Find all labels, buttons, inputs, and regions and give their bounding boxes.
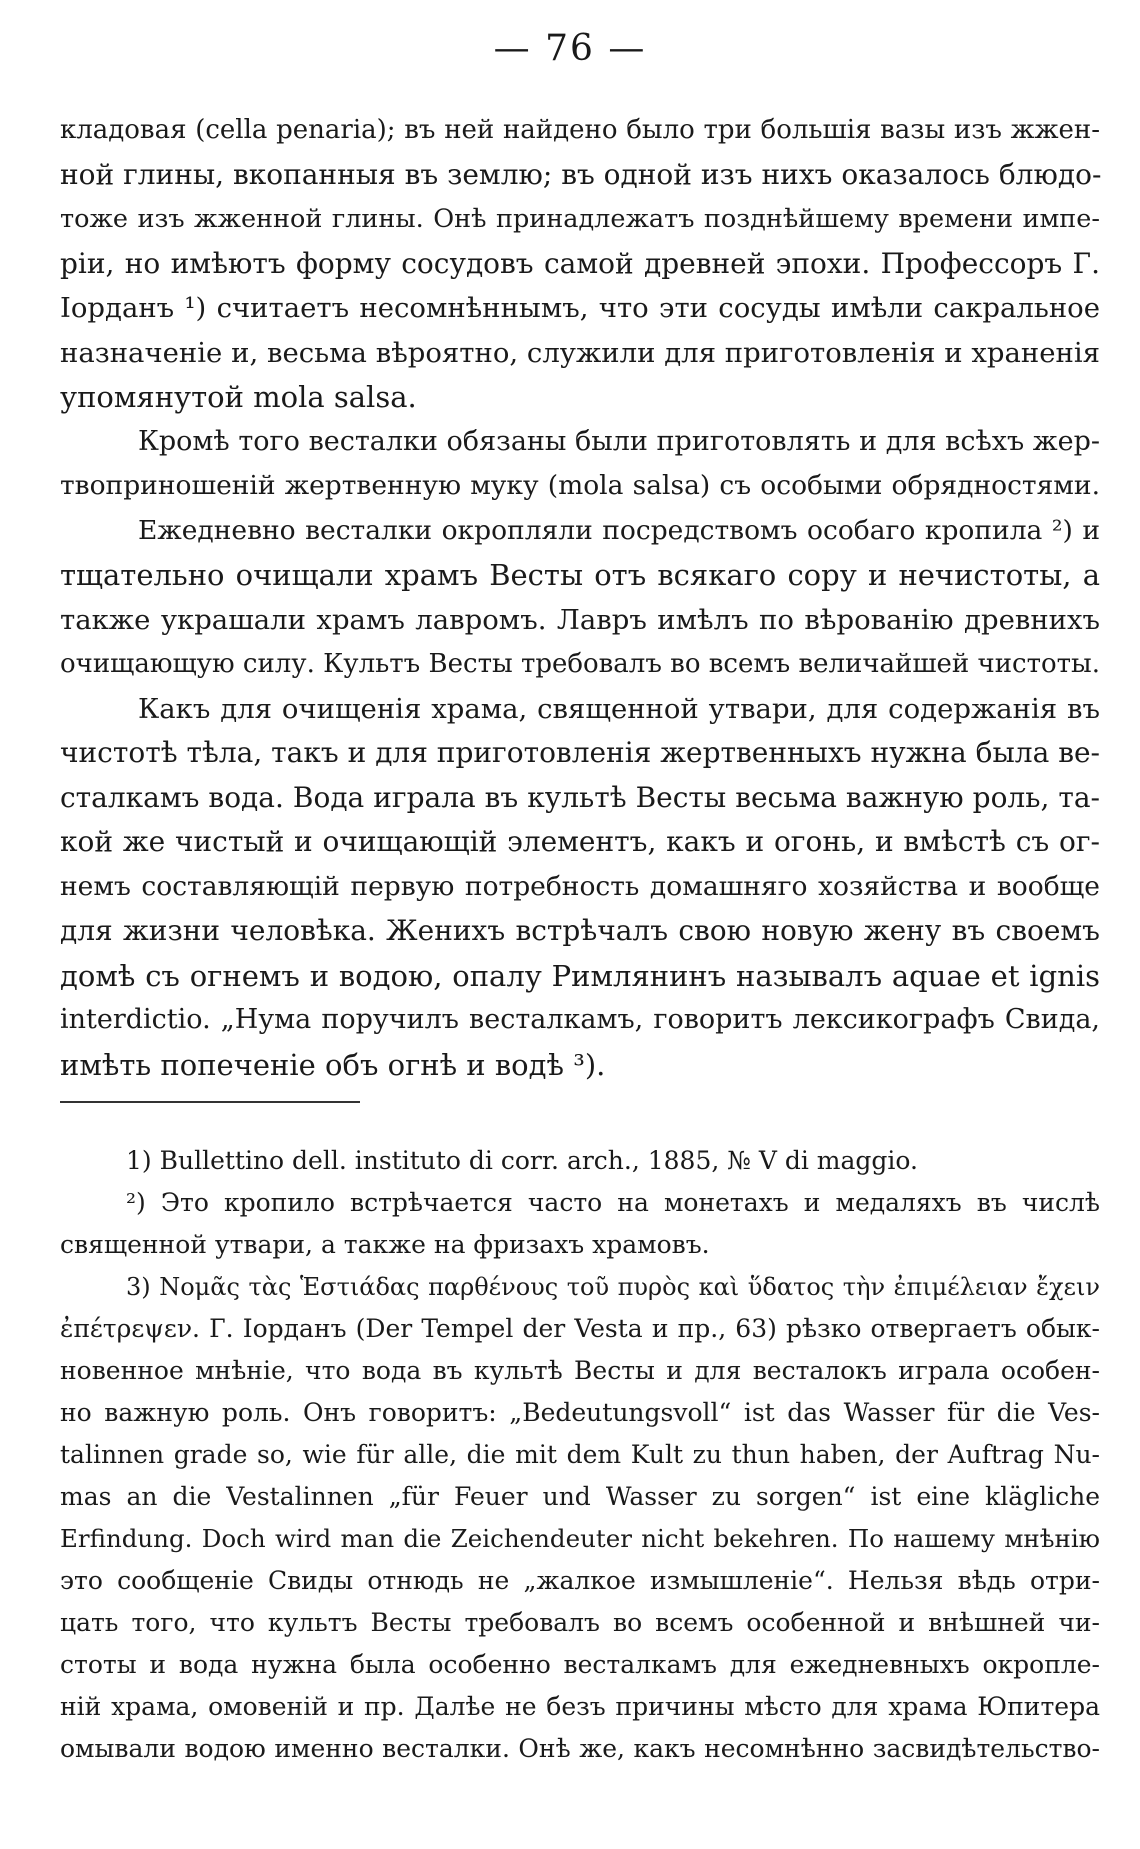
text-line: interdictio. „Нума поручилъ весталкамъ, говоритъ лексикографъ Свида,: [60, 1004, 1100, 1035]
text-line: ріи, но имѣютъ форму сосудовъ самой древней эпохи. Профессоръ Г.: [60, 246, 1100, 280]
footnote-line: ἐπέτρεψεν. Г. Іорданъ (Der Tempel der Vesta и пр., 63) рѣзко отвергаетъ обык-: [60, 1314, 1100, 1343]
footnote-line: Erfindung. Doch wird man die Zeichendeuter nicht bekehren. По нашему мнѣнію: [60, 1524, 1100, 1553]
text-line: упомянутой mola salsa.: [60, 380, 417, 414]
text-line: твоприношеній жертвенную муку (mola salsa) съ особыми обрядностями.: [60, 470, 1100, 501]
text-line: ной глины, вкопанныя въ землю; въ одной изъ нихъ оказалось блюдо-: [60, 157, 1102, 191]
footnote-line: ній храма, омовеній и пр. Далѣе не безъ причины мѣсто для храма Юпитера: [60, 1692, 1100, 1721]
text-line: кой же чистый и очищающій элементъ, какъ и огонь, и вмѣстѣ съ ог-: [60, 825, 1100, 858]
footnotes: [60, 1140, 1100, 1770]
footnote-line: это сообщеніе Свиды отнюдь не „жалкое измышленіе“. Нельзя вѣдь отри-: [60, 1566, 1100, 1595]
text-line: Іорданъ ¹) считаетъ несомнѣннымъ, что эти сосуды имѣли сакральное: [60, 292, 1100, 324]
text-line: Кромѣ того весталки обязаны были приготовлять и для всѣхъ жер-: [138, 425, 1100, 457]
footnote-divider: [60, 1101, 360, 1103]
text-line: немъ составляющій первую потребность домашняго хозяйства и вообще: [60, 870, 1100, 902]
text-line: тоже изъ жженной глины. Онѣ принадлежатъ позднѣйшему времени импе-: [60, 204, 1100, 234]
footnote-line: священной утвари, а также на фризахъ храмовъ.: [60, 1230, 710, 1259]
text-line: Какъ для очищенія храма, священной утвари, для содержанія въ: [138, 692, 1100, 725]
footnote-line: mas an die Vestalinnen „für Feuer und Wasser zu sorgen“ ist eine klägliche: [60, 1482, 1100, 1511]
text-line: очищающую силу. Культъ Весты требовалъ во всемъ величайшей чистоты.: [60, 649, 1100, 679]
text-line: также украшали храмъ лавромъ. Лавръ имѣлъ по вѣрованію древнихъ: [60, 603, 1100, 636]
text-line: назначеніе и, весьма вѣроятно, служили для приготовленія и храненія: [60, 336, 1100, 369]
footnote-line: talinnen grade so, wie für alle, die mit dem Kult zu thun haben, der Auftrag Nu-: [60, 1440, 1100, 1469]
text-line: для жизни человѣка. Женихъ встрѣчалъ свою новую жену въ своемъ: [60, 914, 1100, 947]
footnote-line: цать того, что культъ Весты требовалъ во всемъ особенной и внѣшней чи-: [60, 1608, 1100, 1637]
text-line: имѣть попеченіе объ огнѣ и водѣ ³).: [60, 1047, 606, 1082]
footnote-line: 1) Bullettino dell. instituto di corr. arch., 1885, № V di maggio.: [126, 1146, 918, 1175]
page-number: — 76 —: [493, 28, 647, 69]
footnote-line: омывали водою именно весталки. Онѣ же, какъ несомнѣнно засвидѣтельство-: [60, 1734, 1100, 1763]
footnote-line: 3) Νομᾶς τὰς Ἑστιάδας παρθένους τοῦ πυρὸς καὶ ὕδατος τὴν ἐπιμέλειαν ἔχειν: [126, 1273, 1100, 1301]
text-line: чистотѣ тѣла, такъ и для приготовленія жертвенныхъ нужна была ве-: [60, 736, 1100, 769]
footnote-line: новенное мнѣніе, что вода въ культѣ Весты и для весталокъ играла особен-: [60, 1356, 1100, 1385]
text-line: кладовая (cella penaria); въ ней найдено было три большія вазы изъ жжен-: [60, 115, 1100, 145]
main-text: [60, 108, 1100, 1087]
footnote-line: стоты и вода нужна была особенно весталкамъ для ежедневныхъ окропле-: [60, 1650, 1100, 1679]
text-line: сталкамъ вода. Вода играла въ культѣ Весты весьма важную роль, та-: [60, 780, 1100, 814]
text-line: Ежедневно весталки окропляли посредствомъ особаго кропила ²) и: [138, 514, 1100, 546]
footnote-line: но важную роль. Онъ говоритъ: „Bedeutungsvoll“ ist das Wasser für die Ves-: [60, 1398, 1100, 1427]
footnote-line: ²) Это кропило встрѣчается часто на монетахъ и медаляхъ въ числѣ: [126, 1188, 1100, 1217]
text-line: домѣ съ огнемъ и водою, опалу Римлянинъ называлъ aquae et ignis: [60, 958, 1100, 993]
text-line: тщательно очищали храмъ Весты отъ всякаго сору и нечистоты, а: [60, 558, 1100, 592]
